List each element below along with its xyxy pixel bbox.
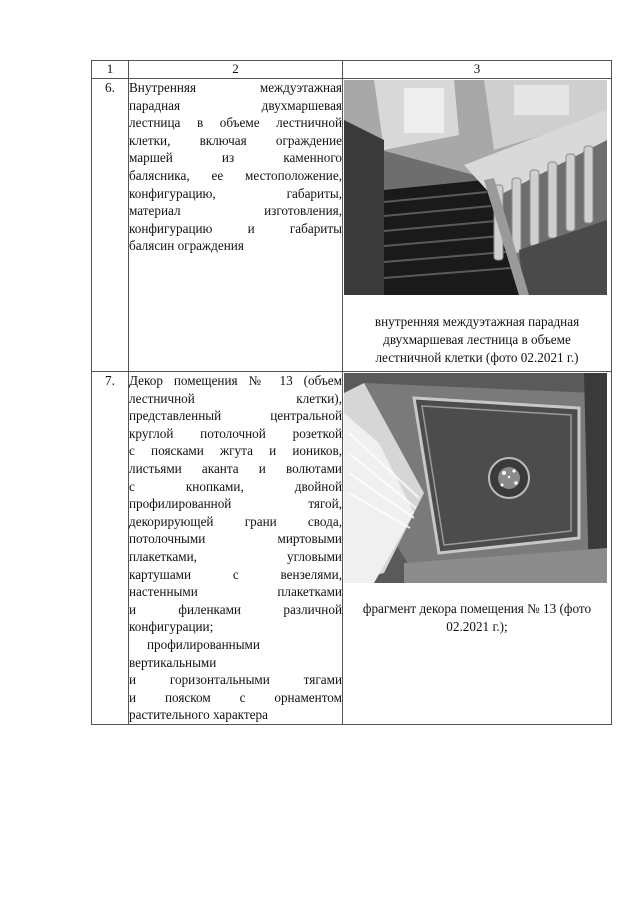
description-line: профилированной тягой,: [129, 496, 342, 512]
description-line: балясника, ее местоположение,: [129, 167, 342, 183]
row-photo-cell: [343, 79, 612, 372]
description-line: конфигурацию и габариты: [129, 220, 342, 236]
description-line: балясин ограждения: [129, 238, 244, 254]
description-line: клетки, включая ограждение: [129, 132, 342, 148]
table-row: [92, 79, 612, 372]
header-col-1: 1: [92, 61, 129, 79]
ceiling-decor-photo-image: [344, 373, 607, 583]
staircase-photo-image: [344, 80, 607, 295]
photo-caption: внутренняя междуэтажная парадная двухмаршевая лестница в объеме лестничной клетки (фото 02.2021 г.): [374, 314, 580, 365]
heritage-table: [91, 60, 612, 725]
description-line: картушами с вензелями,: [129, 566, 342, 582]
description-line: и горизонтальными тягами: [129, 672, 342, 688]
description-line: и филенками различной: [129, 601, 342, 617]
description-line: настенными плакетками: [129, 584, 342, 600]
header-col-2: 2: [129, 61, 343, 79]
description-line: маршей из каменного: [129, 150, 342, 166]
row-number: 6.: [92, 79, 129, 372]
description-line: растительного характера: [129, 707, 268, 723]
description-line: конфигурацию, габариты,: [129, 185, 342, 201]
description-line: конфигурации;: [129, 619, 214, 635]
row-description: [129, 372, 343, 725]
description-line: плакетками, угловыми: [129, 548, 342, 564]
description-line: и пояском с орнаментом: [129, 689, 342, 705]
row-number: 7.: [92, 372, 129, 725]
description-line: Внутренняя междуэтажная: [129, 80, 342, 95]
description-line: лестничной клетки),: [129, 390, 342, 406]
description-line: круглой потолочной розеткой: [129, 425, 342, 441]
description-line: потолочными миртовыми: [129, 531, 342, 547]
description-line: материал изготовления,: [129, 203, 342, 219]
row-description: [129, 79, 343, 372]
table-header-row: [92, 61, 612, 79]
row-photo-cell: [343, 372, 612, 725]
description-line: декорирующей грани свода,: [129, 513, 342, 529]
photo-caption: фрагмент декора помещения № 13 (фото 02.2021 г.);: [362, 601, 592, 634]
description-line: с кнопками, двойной: [129, 478, 342, 494]
description-line: листьями аканта и волютами: [129, 460, 342, 476]
description-line: парадная двухмаршевая: [129, 97, 342, 113]
description-line: представленный центральной: [129, 408, 342, 424]
description-line: вертикальными: [129, 654, 217, 670]
table-row: [92, 372, 612, 725]
ceiling-decor-photo: [344, 373, 607, 583]
description-line: профилированными: [147, 636, 260, 652]
header-col-3: 3: [343, 61, 612, 79]
description-line: с поясками жгута и иоников,: [129, 443, 342, 459]
description-line: лестница в объеме лестничной: [129, 115, 342, 131]
staircase-photo: [344, 80, 607, 295]
description-line: Декор помещения № 13 (объем: [129, 373, 342, 388]
